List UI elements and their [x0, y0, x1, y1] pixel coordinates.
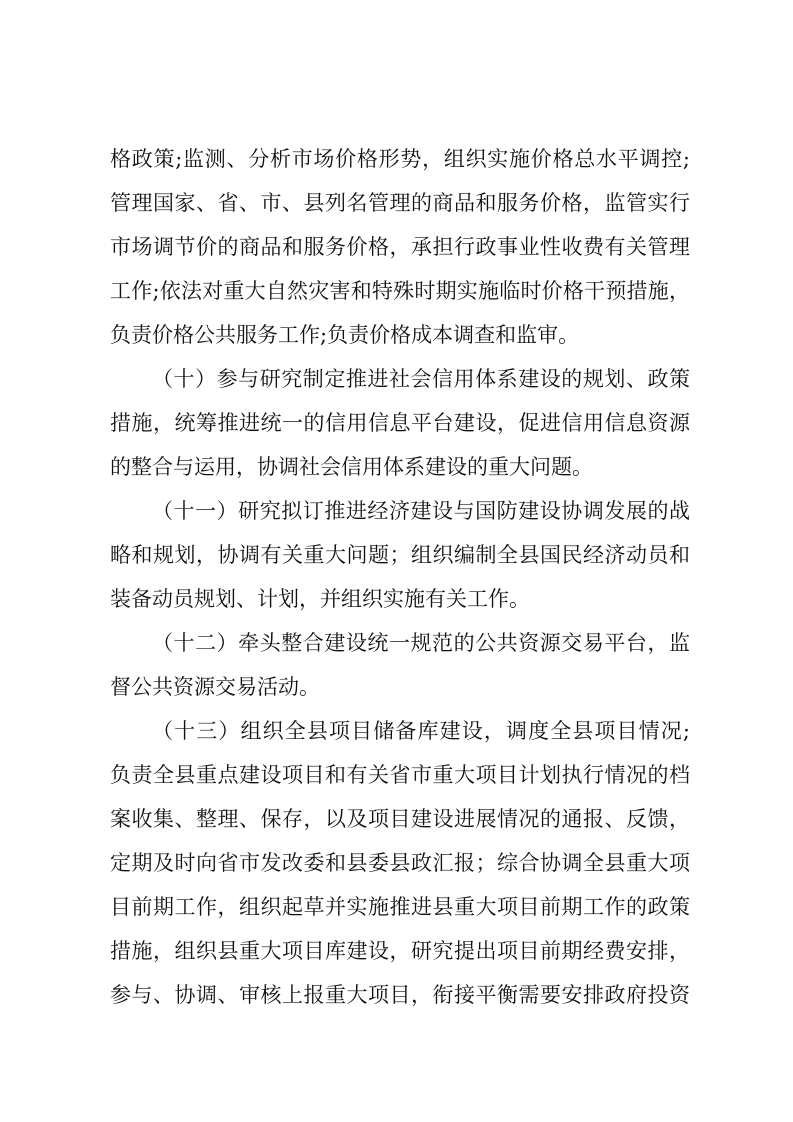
paragraph-5-line-6: 措施，组织县重大项目库建设，研究提出项目前期经费安排，	[110, 939, 690, 963]
paragraph-1-line-5: 负责价格公共服务工作;负责价格成本调查和监审。	[110, 323, 580, 347]
paragraph-1-line-4: 工作;依法对重大自然灾害和特殊时期实施临时价格干预措施，	[110, 279, 690, 303]
paragraph-5-line-3: 案收集、整理、保存，以及项目建设进展情况的通报、反馈，	[110, 807, 690, 831]
paragraph-3-line-1: （十一）研究拟订推进经济建设与国防建设协调发展的战	[152, 499, 690, 523]
paragraph-1-line-2: 管理国家、省、市、县列名管理的商品和服务价格，监管实行	[110, 191, 690, 215]
paragraph-5-line-7: 参与、协调、审核上报重大项目，衔接平衡需要安排政府投资	[110, 983, 690, 1007]
paragraph-4-line-2: 督公共资源交易活动。	[110, 675, 320, 699]
paragraph-5-line-4: 定期及时向省市发改委和县委县政汇报；综合协调全县重大项	[110, 851, 690, 875]
paragraph-5-line-2: 负责全县重点建设项目和有关省市重大项目计划执行情况的档	[110, 763, 690, 787]
paragraph-5-line-1: （十三）组织全县项目储备库建设，调度全县项目情况;	[152, 719, 690, 743]
paragraph-5-line-5: 目前期工作，组织起草并实施推进县重大项目前期工作的政策	[110, 895, 690, 919]
paragraph-2-line-1: （十）参与研究制定推进社会信用体系建设的规划、政策	[152, 367, 690, 391]
paragraph-4-line-1: （十二）牵头整合建设统一规范的公共资源交易平台，监	[152, 631, 690, 655]
paragraph-3-line-3: 装备动员规划、计划，并组织实施有关工作。	[110, 587, 530, 611]
paragraph-2-line-2: 措施，统筹推进统一的信用信息平台建设，促进信用信息资源	[110, 411, 690, 435]
paragraph-3-line-2: 略和规划，协调有关重大问题；组织编制全县国民经济动员和	[110, 543, 690, 567]
paragraph-1-line-3: 市场调节价的商品和服务价格，承担行政事业性收费有关管理	[110, 235, 690, 259]
paragraph-2-line-3: 的整合与运用，协调社会信用体系建设的重大问题。	[110, 455, 593, 479]
paragraph-1-line-1: 格政策;监测、分析市场价格形势，组织实施价格总水平调控;	[110, 147, 690, 171]
